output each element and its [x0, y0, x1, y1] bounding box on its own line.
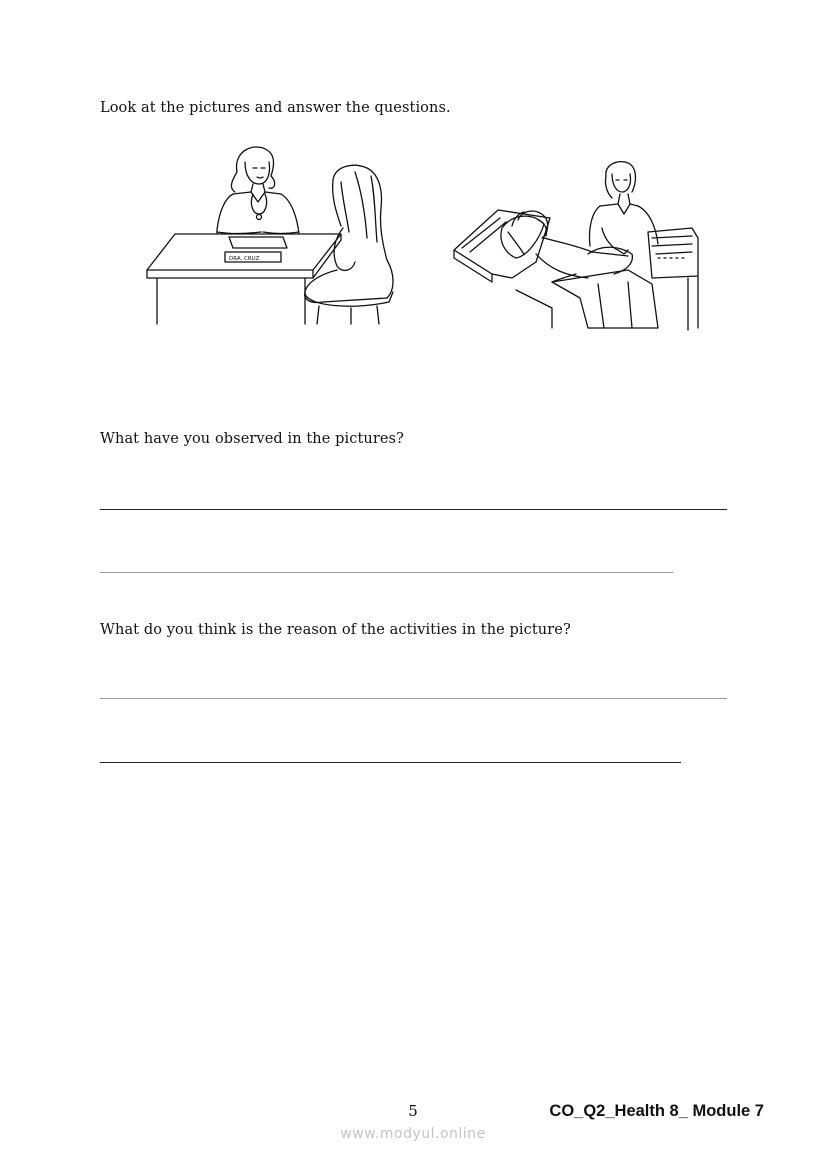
answer-line[interactable]: [100, 698, 727, 699]
ultrasound-illustration: [452, 158, 702, 333]
question-1-text: What have you observed in the pictures?: [100, 431, 404, 447]
answer-line[interactable]: [100, 762, 681, 763]
consultation-illustration: [145, 142, 405, 327]
instructions-text: Look at the pictures and answer the questions.: [100, 100, 451, 116]
answer-line[interactable]: [100, 509, 727, 510]
module-code: CO_Q2_Health 8_ Module 7: [549, 1102, 764, 1120]
page-number: 5: [408, 1102, 418, 1120]
name-plate-text: DRA. CRUZ: [229, 256, 260, 262]
watermark: www.modyul.online: [340, 1126, 486, 1142]
question-2-text: What do you think is the reason of the activities in the picture?: [100, 622, 571, 638]
answer-line[interactable]: [100, 572, 673, 573]
